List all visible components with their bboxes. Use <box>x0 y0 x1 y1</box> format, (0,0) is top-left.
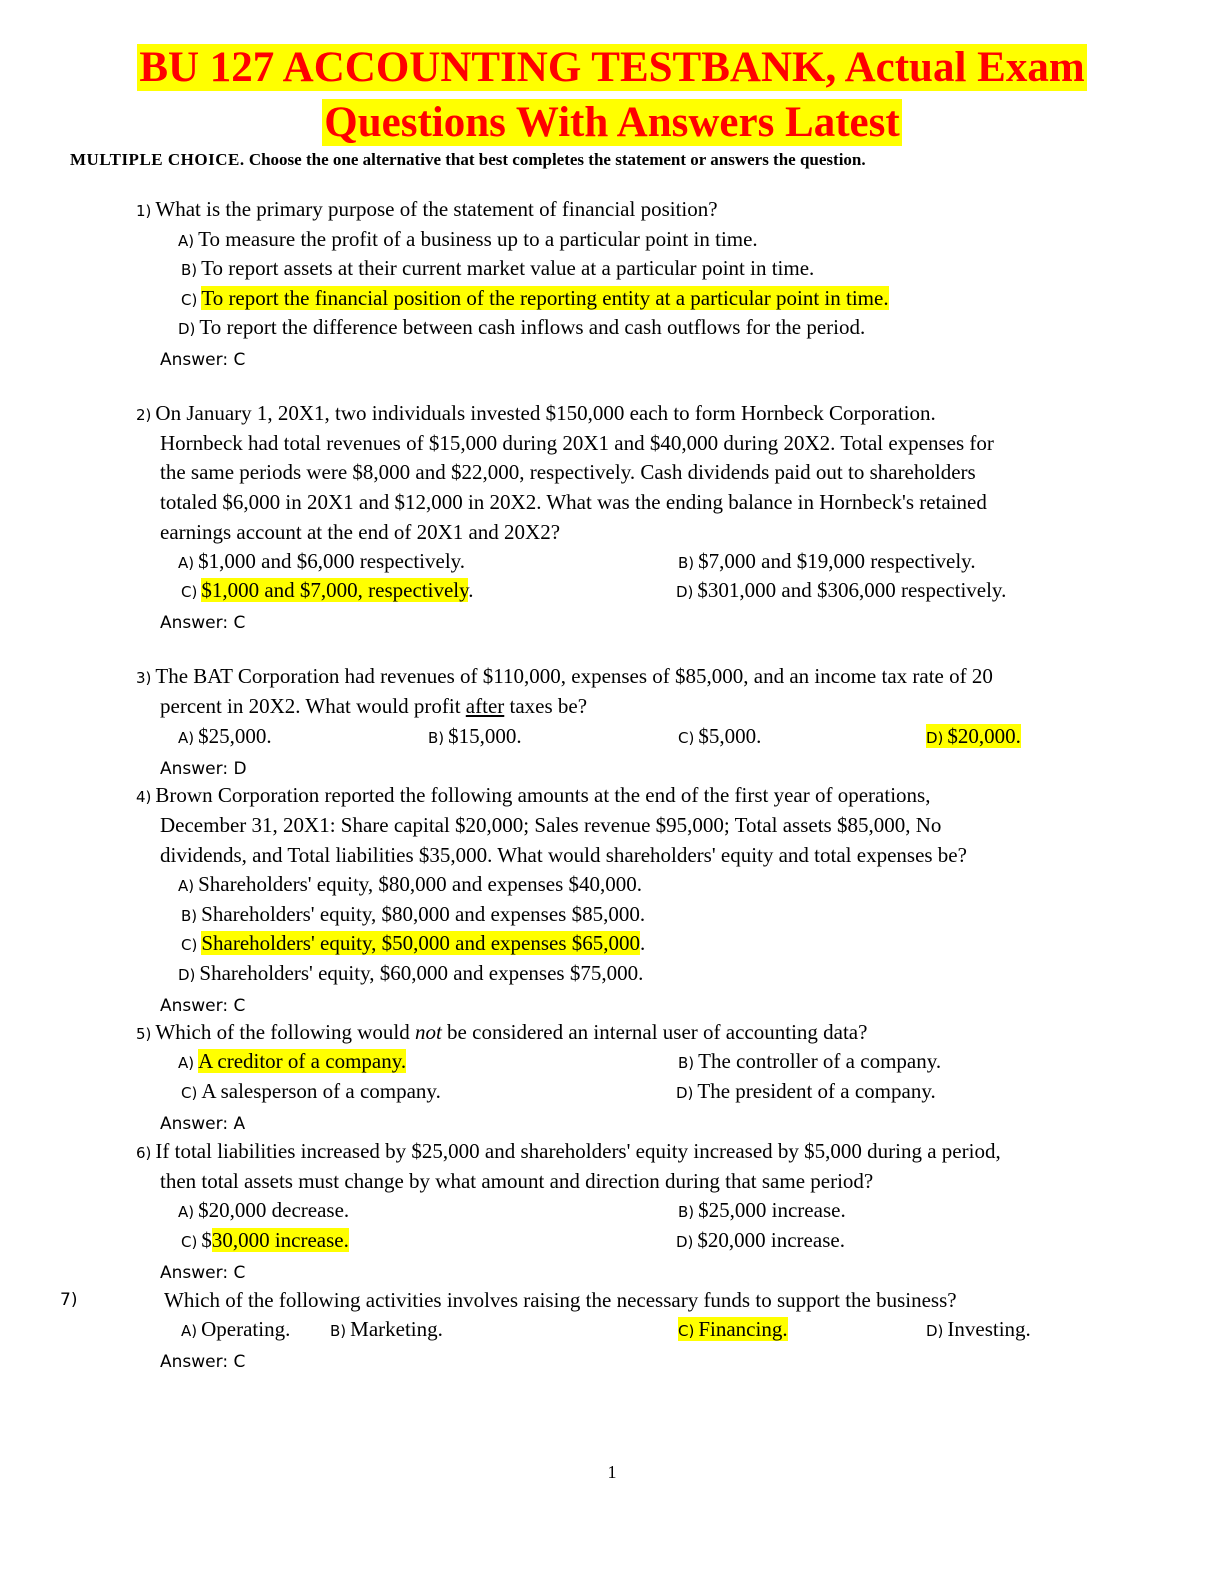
q3-option-c: C) $5,000. <box>678 724 762 748</box>
q1-option-c: C) To report the financial position of the reporting entity at a particular point in time. <box>181 286 889 310</box>
q7-option-d: D) Investing. <box>926 1317 1031 1341</box>
q3-option-b: B) $15,000. <box>428 724 522 748</box>
instructions-text: Choose the one alternative that best completes the statement or answers the question. <box>248 150 866 169</box>
q1-option-a: A) To measure the profit of a business up to a particular point in time. <box>178 227 758 251</box>
q7-option-c: C) Financing. <box>678 1317 788 1341</box>
q4-option-c: C) Shareholders' equity, $50,000 and expenses $65,000. <box>181 931 646 955</box>
question-2-line5: earnings account at the end of 20X1 and 20X2? <box>160 520 561 544</box>
q2-option-a: A) $1,000 and $6,000 respectively. <box>178 549 466 573</box>
q6-option-b: B) $25,000 increase. <box>678 1198 846 1222</box>
document-title-line1: BU 127 ACCOUNTING TESTBANK, Actual Exam <box>139 44 1085 91</box>
question-1: 1) What is the primary purpose of the statement of financial position? <box>136 197 718 221</box>
q2-answer: Answer: C <box>160 613 246 633</box>
q2-option-c: C) $1,000 and $7,000, respectively. <box>181 578 474 602</box>
document-title-line2: Questions With Answers Latest <box>324 99 900 146</box>
question-6-line2: then total assets must change by what amount and direction during that same period? <box>160 1169 874 1193</box>
question-2-line4: totaled $6,000 in 20X1 and $12,000 in 20X2. What was the ending balance in Hornbeck's retained <box>160 490 987 514</box>
q5-option-c: C) A salesperson of a company. <box>181 1079 441 1103</box>
q6-option-a: A) $20,000 decrease. <box>178 1198 350 1222</box>
question-2-line2: Hornbeck had total revenues of $15,000 during 20X1 and $40,000 during 20X2. Total expenses for <box>160 431 994 455</box>
question-2-line3: the same periods were $8,000 and $22,000, respectively. Cash dividends paid out to shareholders <box>160 460 976 484</box>
q7-option-a: A) Operating. <box>181 1317 291 1341</box>
q1-option-b: B) To report assets at their current market value at a particular point in time. <box>181 256 815 280</box>
question-3-line2: percent in 20X2. What would profit after taxes be? <box>160 694 588 718</box>
q6-option-c: C) $30,000 increase. <box>181 1228 349 1252</box>
instructions <box>70 150 866 170</box>
question-7-number: 7) <box>60 1290 78 1310</box>
q4-option-d: D) Shareholders' equity, $60,000 and expenses $75,000. <box>178 961 644 985</box>
q5-answer: Answer: A <box>160 1114 246 1134</box>
q7-answer: Answer: C <box>160 1352 246 1372</box>
page-number: 1 <box>607 1462 617 1482</box>
question-2-line1: 2) On January 1, 20X1, two individuals invested $150,000 each to form Hornbeck Corporation. <box>136 401 936 425</box>
question-4-line3: dividends, and Total liabilities $35,000. What would shareholders' equity and total expenses be? <box>160 843 967 867</box>
q4-answer: Answer: C <box>160 996 246 1016</box>
instructions-lead: MULTIPLE CHOICE. <box>70 150 245 169</box>
question-3-line1: 3) The BAT Corporation had revenues of $110,000, expenses of $85,000, and an income tax rate of 20 <box>136 664 993 688</box>
q3-option-d: D) $20,000. <box>926 724 1021 748</box>
q4-option-a: A) Shareholders' equity, $80,000 and expenses $40,000. <box>178 872 643 896</box>
question-4-line1: 4) Brown Corporation reported the following amounts at the end of the first year of operations, <box>136 783 931 807</box>
q5-option-a: A) A creditor of a company. <box>178 1049 407 1073</box>
q5-option-b: B) The controller of a company. <box>678 1049 942 1073</box>
question-6-line1: 6) If total liabilities increased by $25,000 and shareholders' equity increased by $5,000 during a period, <box>136 1139 1001 1163</box>
question-4-line2: December 31, 20X1: Share capital $20,000; Sales revenue $95,000; Total assets $85,000, No <box>160 813 942 837</box>
question-7: Which of the following activities involves raising the necessary funds to support the business? <box>164 1288 957 1312</box>
q1-answer: Answer: C <box>160 350 246 370</box>
q6-answer: Answer: C <box>160 1263 246 1283</box>
q6-option-d: D) $20,000 increase. <box>676 1228 845 1252</box>
q3-answer: Answer: D <box>160 759 247 779</box>
q3-option-a: A) $25,000. <box>178 724 272 748</box>
q2-option-d: D) $301,000 and $306,000 respectively. <box>676 578 1007 602</box>
q4-option-b: B) Shareholders' equity, $80,000 and expenses $85,000. <box>181 902 646 926</box>
q2-option-b: B) $7,000 and $19,000 respectively. <box>678 549 976 573</box>
question-5: 5) Which of the following would not be considered an internal user of accounting data? <box>136 1020 868 1044</box>
q1-option-d: D) To report the difference between cash inflows and cash outflows for the period. <box>178 315 866 339</box>
q7-option-b: B) Marketing. <box>330 1317 443 1341</box>
q5-option-d: D) The president of a company. <box>676 1079 936 1103</box>
